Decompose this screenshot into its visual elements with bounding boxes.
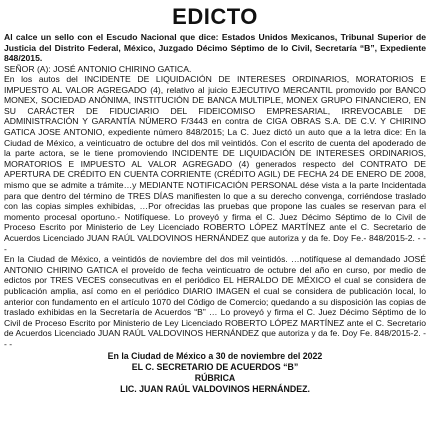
addressee-line: SEÑOR (A): JOSÉ ANTONIO CHIRINO GATICA. [4,63,192,74]
place-and-date: En la Ciudad de México a 30 de noviembre del 2022 [107,350,323,361]
secretary-title: EL C. SECRETARIO DE ACUERDOS “B” [131,361,299,372]
signature-label: RÚBRICA [194,372,236,383]
signature-block [4,351,426,395]
secretary-name: LIC. JUAN RAÚL VALDOVINOS HERNÁNDEZ. [120,383,310,394]
paragraph-first-order: En los autos del INCIDENTE DE LIQUIDACIÓN DE INTERESES ORDINARIOS, MORATORIOS E IMPUESTO AL VALOR AGREGADO (4), relativo al juicio EJECUTIVO MERCANTIL promovido por BANCO MONEX, SOCIEDAD ANÓNIMA, INSTITUCIÓN DE BANCA MULTIPLE, MONEX GRUPO FINANCIERO, EN SU CARÁCTER DE FIDUCIARIO DEL FIDEICOMISO EMPRESARIAL, IRREVOCABLE DE ADMINISTRACIÓN Y GARANTÍA NÚMERO F/3443 en contra de CIGA OBRAS S.A. DE C.V. Y CHIRINO GATICA JOSE ANTONIO, expediente número 848/2015; La C. Juez dictó un auto que a la letra dice: En la Ciudad de México, a veinticuatro de octubre del dos mil veintidós. Con el escrito de cuenta del apoderado de la parte actora, se le tiene promoviendo INCIDENTE DE LIQUIDACIÓN DE INTERESES ORDINARIOS, MORATORIOS E IMPUESTO AL VALOR AGREGADO (4) generados respecto del CONTRATO DE APERTURA DE CRÉDITO EN CUENTA CORRIENTE (CRÉDITO AGIL) DE FECHA 24 DE ENERO DE 2008, mismo que se admite a trámite…y MEDIANTE NOTIFICACIÓN PERSONAL dése vista a la parte Incidentada para que dentro del término de TRES DÍAS manifiesten lo que a su derecho convenga, corriéndose traslado con las copias simples exhibidas, …Por ofrecidas las pruebas que propone las cuales se reservan para el momento procesal oportuno.- Notifíquese. Lo proveyó y firma el C. Juez Décimo Séptimo de lo Civil de Proceso Escrito por Ministerio de Ley Licenciado ROBERTO LÓPEZ MARTÍNEZ ante el C. Secretario de Acuerdos Licenciado JUAN RAÚL VALDOVINOS HERNÁNDEZ que autoriza y da fe. Doy Fe.- 848/2015-2. - - - [4,74,426,254]
seal-description: Al calce un sello con el Escudo Nacional que dice: Estados Unidos Mexicanos, Tribunal Superior de Justicia del Distrito Federal, México, Juzgado Décimo Séptimo de lo Civil, Secretaría “B”, Expediente 848/2015. [4,32,426,63]
edict-document [4,6,426,395]
document-title: EDICTO [172,4,258,29]
paragraph-second-order: En la Ciudad de México, a veintidós de noviembre del dos mil veintidós. …notifíquese al demandado JOSÉ ANTONIO CHIRINO GATICA el proveído de fecha veinticuatro de octubre del año en curso, por medio de edictos por TRES VECES consecutivas en el periódico EL HERALDO DE MÉXICO el cual se considera de publicación amplia, así como en el periódico DIARIO IMAGEN el cual se considera de publicación local, lo anterior con fundamento en el artículo 1070 del Código de Comercio; quedando a su disposición las copias de traslado exhibidas en la Secretaría de Acuerdos “B” … Lo proveyó y firma el C. Juez Décimo Séptimo de lo Civil de Proceso Escrito por Ministerio de Ley Licenciado ROBERTO LÓPEZ MARTÍNEZ ante el C. Secretario de Acuerdos Licenciado JUAN RAÚL VALDOVINOS HERNÁNDEZ que autoriza y da fe. Doy Fe. 848/2015-2. - - - [4,254,426,349]
